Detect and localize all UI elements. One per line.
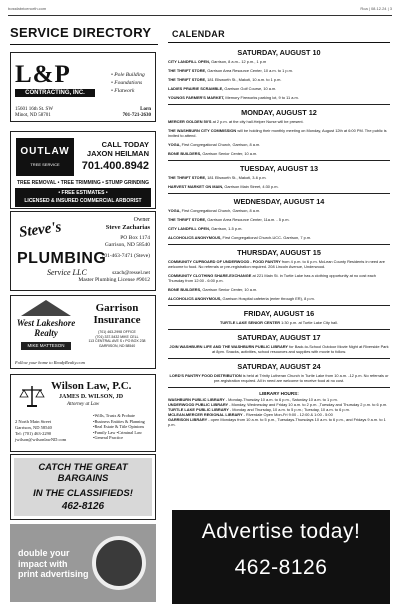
- calendar-separator: [168, 104, 390, 105]
- lp-service: • Pole Building: [111, 72, 145, 78]
- calendar-event-name: TURTLE LAKE SENIOR CENTER: [219, 320, 281, 325]
- calendar-event-name: COMMUNITY CUPBOARD OF UNDERWOOD - FOOD PANTRY: [168, 259, 281, 264]
- calendar-event-name: ALCOHOLICS ANONYMOUS,: [168, 296, 222, 301]
- wilson-address-line: jwilson@wilsonlawND.com: [15, 437, 67, 442]
- library-name: TURTLE LAKE PUBLIC LIBRARY: [168, 407, 229, 412]
- outlaw-phone: 701.400.8942: [81, 160, 149, 172]
- steves-logo-service: Service LLC: [47, 268, 87, 277]
- calendar-event: [168, 259, 390, 269]
- outlaw-tree-service-ad: [10, 131, 156, 209]
- calendar-event-detail: Garrison Senior Center, 10 a.m.: [201, 287, 258, 292]
- site-url: bossfabricenorth.com: [8, 6, 47, 11]
- realty-house-logo: [15, 300, 77, 354]
- outlaw-services: TREE REMOVAL • TREE TRIMMING • STUMP GRINDING: [16, 180, 150, 186]
- calendar-event: [168, 95, 390, 100]
- realty-name: West Lakeshore Realty: [16, 318, 76, 338]
- calendar-day-heading: SATURDAY, AUGUST 24: [237, 362, 321, 371]
- calendar-day-heading: WEDNESDAY, AUGUST 14: [233, 197, 325, 206]
- advertise-box: [172, 510, 390, 604]
- top-rule: [8, 15, 392, 16]
- calendar-event-name: ALCOHOLICS ANONYMOUS,: [168, 235, 222, 240]
- garrison-insurance-ad: [10, 295, 156, 369]
- calendar-event: [168, 151, 390, 156]
- double-impact-line: impact with: [18, 558, 68, 569]
- calendar-separator: [168, 193, 390, 194]
- calendar-event-detail: Memory Fireworks parking lot, 9 to 11 a.m.: [224, 95, 299, 100]
- lp-service: • Flatwork: [111, 88, 135, 94]
- lp-phone: 701-721-2630: [122, 113, 151, 118]
- wilson-address-line: 2 North Main Street: [15, 419, 52, 424]
- classifieds-line: CATCH THE GREAT BARGAINS: [38, 462, 128, 484]
- classifieds-box: [14, 458, 152, 516]
- calendar-event: [168, 208, 390, 213]
- calendar-event: [168, 59, 390, 64]
- calendar-event-detail: Garrison Main Street, 4:30 p.m.: [223, 184, 279, 189]
- calendar-event-name: CITY LANDFILL OPEN,: [168, 226, 211, 231]
- calendar-rule: [168, 42, 390, 43]
- calendar-event: [168, 287, 390, 292]
- calendar-event-name: JOIN WASHBURN LIFE AND THE WASHBURN PUBLIC LIBRARY: [169, 344, 289, 349]
- double-impact-line: print advertising: [18, 569, 89, 579]
- outlaw-banner-line: LICENSED & INSURED COMMERCIAL ARBORIST: [24, 198, 142, 204]
- steves-po-box: PO Box 1174: [120, 235, 150, 241]
- calendar-event: [168, 77, 390, 82]
- advertise-phone: 462-8126: [234, 556, 328, 579]
- calendar-separator: [168, 305, 390, 306]
- wilson-title: Wilson Law, P.C.: [51, 380, 132, 392]
- lp-services: [111, 71, 145, 95]
- lp-contact-name: Lorn: [140, 107, 151, 112]
- calendar-day-heading: FRIDAY, AUGUST 16: [243, 309, 315, 318]
- lp-address-line: Minot, ND 58701: [15, 113, 51, 118]
- calendar-event-detail: 1:30 p.m. at Turtle Lake City hall.: [280, 320, 339, 325]
- calendar-event: [168, 226, 390, 231]
- calendar-event-name: HARVEST MARKET ON MAIN,: [168, 184, 224, 189]
- service-directory-title: SERVICE DIRECTORY: [10, 25, 152, 40]
- wilson-practice-area: •Real Estate & Title Opinions: [93, 424, 145, 430]
- realty-agent: MIKE MATTESON: [21, 342, 71, 350]
- calendar-separator: [168, 160, 390, 161]
- wilson-practice-areas: [93, 413, 145, 441]
- scales-of-justice-icon: [19, 383, 45, 409]
- calendar-event-name: BONE BUILDERS,: [168, 151, 202, 156]
- calendar-event: [168, 273, 390, 283]
- steves-logo-plumbing: PLUMBING: [17, 250, 107, 267]
- calendar-event-detail: from 4 p.m. to 6 p.m. McLean County Residents in need are welcome to food. No referrals or pre-registration required. 208 Lincoln Avenue, Underwood.: [168, 259, 385, 269]
- wilson-attorney: JAMES D. WILSON, JD: [59, 394, 124, 400]
- library-hours-title: LIBRARY HOURS:: [259, 391, 299, 396]
- calendar-event: [168, 296, 390, 301]
- outlaw-logo: [16, 138, 74, 176]
- lp-contracting-ad: [10, 52, 156, 122]
- garrison-info-line: (701) 463-2998 OFFICE: [98, 330, 136, 334]
- service-directory-rule: [10, 44, 158, 45]
- double-impact-ad: [10, 524, 156, 602]
- outlaw-call: [87, 140, 149, 158]
- calendar-event-detail: Garrison Golf Course, 10 a.m.: [223, 86, 277, 91]
- library-entry: [168, 417, 390, 427]
- calendar-event-detail: at 221 Main St. in Turtle Lake has a clothing opportunity at no cost each Thursday from 12:00 - 6:00 p.m.: [168, 273, 376, 283]
- lp-contact: [123, 107, 151, 119]
- calendar-day-heading: TUESDAY, AUGUST 13: [239, 164, 319, 173]
- calendar-event-name: LADIES PRAIRIE SCRAMBLE,: [168, 86, 224, 91]
- calendar-event: [168, 119, 390, 124]
- calendar-event-name: BONE BUILDERS,: [168, 287, 202, 292]
- calendar-event-detail: for Back-to-School Outdoor Movie Night at Riverside Park at 8pm. Snacks, activities, school resources and supplies with movie to follow.: [211, 344, 389, 354]
- calendar-separator: [168, 329, 390, 330]
- library-name: UNDERWOOD PUBLIC LIBRARY: [168, 402, 229, 407]
- calendar-event-name: THE THRIFT STORE,: [168, 217, 207, 222]
- coffee-cup-icon: [92, 536, 146, 590]
- outlaw-owner: JAXON HEILMAN: [86, 149, 149, 158]
- lp-service: • Foundations: [111, 80, 143, 86]
- calendar-event: [168, 344, 390, 354]
- steves-plumbing-ad: [10, 211, 156, 291]
- calendar-event: [168, 320, 390, 325]
- garrison-info: [83, 330, 151, 348]
- calendar-event-name: THE THRIFT STORE,: [168, 175, 207, 180]
- classifieds-ad: [10, 454, 156, 520]
- calendar-separator: [168, 244, 390, 245]
- calendar-event-name: YOUNGS FARMER'S MARKET,: [168, 95, 225, 100]
- calendar-event-name: MERCER GOLDEN 50'S: [168, 119, 212, 124]
- calendar-event: [168, 68, 390, 73]
- calendar-day-heading: SATURDAY, AUGUST 17: [237, 333, 321, 342]
- house-roof-icon: [21, 300, 71, 316]
- garrison-info-line: 113 CENTRAL AVE S • PO BOX 238: [88, 339, 146, 343]
- garrison-info-line: (701) 337-5432 MIKE CELL: [95, 334, 139, 339]
- calendar-event: [168, 175, 390, 180]
- lp-address-line: 15601 16th St. SW: [15, 107, 54, 112]
- double-impact-line: double your: [18, 548, 70, 558]
- calendar-day-heading: SATURDAY, AUGUST 10: [237, 48, 321, 57]
- library-name: MCLEAN-MERCER REGIONAL LIBRARY: [168, 412, 243, 417]
- calendar-event-name: CITY LANDFILL OPEN,: [168, 59, 211, 64]
- calendar-event-name: COMMUNITY CLOTHING SHARE-EXCHANGE: [168, 273, 252, 278]
- wilson-role: Attorney at Law: [67, 402, 100, 407]
- realty-footer: Follow your home to ReadyRealty.com: [15, 360, 85, 365]
- calendar-event-name: THE WASHBURN CITY COMMISSION: [168, 128, 237, 133]
- calendar-event-detail: First Congregational Church, Garrison, 8 a.m.: [180, 142, 261, 147]
- calendar-event-detail: Garrison, 8 a.m.- 12 p.m., 1 p.m: [210, 59, 267, 64]
- double-impact-text: [18, 548, 89, 580]
- lp-address: [15, 107, 53, 119]
- library-name: WASHBURN PUBLIC LIBRARY: [168, 397, 225, 402]
- advertise-headline: Advertise today!: [201, 520, 361, 543]
- calendar-event: [168, 217, 390, 222]
- calendar-event-detail: 181 Ellsworth St., Makoti, 3-6 p.m.: [206, 175, 267, 180]
- page-info: Roa | 08.12.24 | 3: [360, 6, 392, 11]
- calendar-event: [168, 184, 390, 189]
- steves-contact: [78, 217, 150, 284]
- calendar-event-detail: First Congregational Church-UCC- Garrison, 7 p.m.: [221, 235, 312, 240]
- calendar-event-detail: Garrison Area Resource Center, 11a.m. - 5 p.m.: [206, 217, 290, 222]
- wilson-practice-area: •Wills, Trusts & Probate: [93, 413, 135, 418]
- calendar-event-detail: is held at Trinity Lutheran Church in Turtle Lake from 10 a.m. -12 p.m. No referrals or pre-registration required. All in need are welcome to receive food at no cost.: [213, 373, 389, 383]
- lp-logo-text: L&P: [15, 61, 71, 88]
- outlaw-logo-text: OUTLAW: [20, 146, 70, 157]
- steves-owner-label: Owner: [133, 217, 150, 223]
- library-hours: - Monday, Wednesday and Friday 10 a.m. to 2 p.m. ,Tuesday and Thursday 2 p.m. to 6 p.m.: [228, 402, 388, 407]
- calendar-event-detail: Garrison, 1-5 p.m.: [210, 226, 243, 231]
- outlaw-banner: [15, 188, 151, 207]
- wilson-address: [15, 419, 66, 443]
- calendar-event-detail: Garrison Hospital cafeteria (enter through ER), 8 p.m.: [221, 296, 315, 301]
- garrison-logo-line: Garrison: [95, 302, 139, 314]
- calendar-list: [168, 48, 390, 427]
- outlaw-banner-line: • FREE ESTIMATES •: [58, 190, 108, 196]
- garrison-info-line: GARRISON, ND 58540: [98, 343, 136, 348]
- calendar-event: [168, 128, 390, 138]
- wilson-law-ad: [10, 374, 156, 452]
- wilson-practice-area: •Family Law •Criminal Law: [93, 429, 142, 435]
- library-hours: - Riverdale Open Mon-Fri 9:00 - 12:00 & 1:00 - 5:00: [242, 412, 333, 417]
- outlaw-call-line: CALL TODAY: [101, 140, 149, 149]
- outlaw-logo-sub: TREE SERVICE: [30, 162, 60, 167]
- calendar-event-detail: Garrison Senior Center, 10 a.m.: [201, 151, 258, 156]
- garrison-logo-line: Insurance: [93, 314, 141, 326]
- library-hours: - Monday-Thursday 10 a.m. to 6 p.m., Saturday 10 a.m. to 1 p.m.: [224, 397, 338, 402]
- classifieds-phone: 462-8126: [61, 501, 105, 512]
- calendar-event: [168, 373, 390, 383]
- steves-license: Master Plumbing License #9012: [78, 277, 150, 283]
- steves-logo-name: Steve's: [18, 219, 63, 241]
- calendar-event: [168, 235, 390, 240]
- classifieds-line: IN THE CLASSIFIEDS!: [33, 488, 133, 499]
- calendar-separator: [168, 358, 390, 359]
- calendar-event-detail: will be holding their monthly meeting on Monday, August 12th at 6:00 PM. The public is invited to attend.: [168, 128, 387, 138]
- wilson-practice-area: •General Practice: [93, 435, 124, 441]
- calendar-event-detail: Garrison Area Resource Center, 10 a.m. to 1 p.m.: [206, 68, 293, 73]
- calendar-event-name: LORD'S PANTRY FOOD DISTRIBUTION: [169, 373, 242, 378]
- lp-logo-bar: CONTRACTING, INC.: [15, 89, 95, 97]
- calendar-day-heading: MONDAY, AUGUST 12: [241, 108, 317, 117]
- library-name: GARRISON LIBRARY: [168, 417, 208, 422]
- calendar-separator: [168, 387, 390, 388]
- library-hours: - open Mondays from 10 a.m. to 5 p.m., Tuesdays-Thursdays 10 a.m. to 6 p.m., and Fridays 9 a.m. to 1 p.m.: [168, 417, 386, 427]
- wilson-address-line: Garrison, ND 58540: [15, 425, 52, 430]
- calendar-event-name: THE THRIFT STORE,: [168, 77, 207, 82]
- garrison-insurance-logo: [83, 302, 151, 326]
- calendar-event-detail: at 2 p.m. at the city hall.Helper Nurse will be present.: [211, 119, 304, 124]
- wilson-practice-area: •Business Entities & Planning: [93, 418, 145, 424]
- calendar-title: CALENDAR: [172, 29, 225, 39]
- calendar-event-detail: First Congregational Church, Garrison, 8 a.m.: [180, 208, 261, 213]
- steves-owner-name: Steve Zacharias: [105, 224, 150, 231]
- calendar-event-name: THE THRIFT STORE,: [168, 68, 207, 73]
- steves-email: szach@ressel.net: [112, 270, 150, 276]
- wilson-address-line: Tel: (701) 463-2290: [15, 431, 52, 436]
- calendar-event: [168, 142, 390, 147]
- calendar-day-heading: THURSDAY, AUGUST 15: [237, 248, 321, 257]
- calendar-event-detail: 181 Ellsworth St., Makoti, 10 a.m. to 1 p.m.: [206, 77, 282, 82]
- steves-city: Garrison, ND 58540: [104, 242, 150, 248]
- library-hours: - Monday and Thursday, 10 a.m. to 5 p.m.; Tuesday, 10 a.m. to 6 p.m.: [228, 407, 350, 412]
- steves-phone: 701-463-7471 (Steve): [101, 253, 150, 259]
- calendar-event: [168, 86, 390, 91]
- calendar-event-name: YOGA,: [168, 142, 181, 147]
- calendar-event-name: YOGA,: [168, 208, 181, 213]
